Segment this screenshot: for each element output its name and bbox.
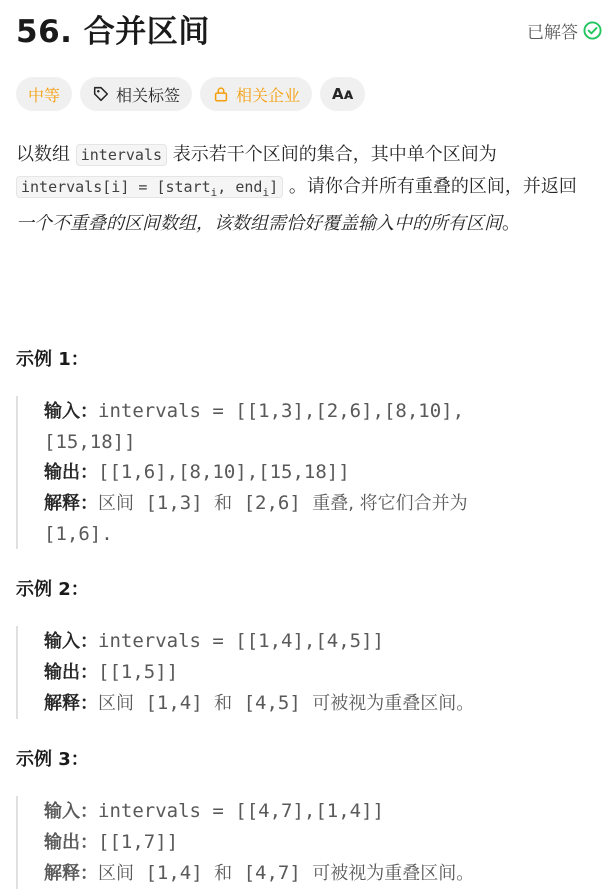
inline-code: intervals[i] = [start$_i$, end$_i$] (16, 176, 283, 198)
output-label: 输出： (44, 462, 98, 483)
output-value: [[1,6],[8,10],[15,18]] (98, 461, 350, 483)
related-tags-button[interactable] (80, 77, 192, 111)
explain-code: [2,6] (243, 492, 301, 514)
output-value: [[1,5]] (98, 661, 179, 683)
explain-text: 可被视为重叠区间。 (312, 693, 475, 714)
example-block (16, 796, 586, 889)
solved-label: 已解答 (527, 23, 578, 43)
problem-description (16, 139, 596, 239)
input-value: intervals = [[4,7],[1,4]] (98, 800, 384, 822)
explain-code: [4,7] (243, 862, 301, 884)
tag-bar (16, 77, 365, 111)
output-value: [[1,7]] (98, 831, 179, 853)
tag-icon (92, 85, 110, 103)
input-value: intervals = [[1,3],[2,6],[8,10], (98, 400, 465, 422)
explain-text: 区间 (98, 493, 134, 514)
desc-text: 。 (502, 213, 520, 234)
translate-icon: Aᴀ (332, 85, 354, 103)
input-value: [15,18]] (44, 431, 136, 453)
difficulty-label: 中等 (28, 85, 61, 105)
problem-title: 56. 合并区间 (16, 14, 210, 50)
explain-label: 解释： (44, 693, 98, 714)
check-circle-icon (583, 21, 602, 40)
explain-text: 重叠, 将它们合并为 (312, 493, 468, 514)
explain-code: [1,3] (145, 492, 203, 514)
related-tags-label: 相关标签 (116, 85, 181, 105)
explain-text: 区间 (98, 693, 134, 714)
related-companies-button[interactable] (200, 77, 312, 111)
inline-code: intervals (76, 144, 167, 166)
related-companies-label: 相关企业 (236, 85, 301, 105)
solved-status (527, 18, 602, 43)
explain-text: 和 (214, 693, 233, 714)
output-label: 输出： (44, 662, 98, 683)
difficulty-badge[interactable] (16, 77, 72, 111)
font-toggle-button[interactable] (320, 77, 365, 111)
example-block (16, 626, 586, 719)
example-title: 示例 1： (16, 349, 89, 370)
explain-code: [1,4] (145, 692, 203, 714)
desc-text: 表示若干个区间的集合，其中单个区间为 (172, 144, 497, 165)
output-label: 输出： (44, 832, 98, 853)
desc-text: 以数组 (16, 144, 70, 165)
explain-label: 解释： (44, 863, 98, 884)
desc-text: 。请你合并所有重叠的区间，并返回 (288, 176, 577, 197)
explain-text: 区间 (98, 863, 134, 884)
example-title: 示例 2： (16, 579, 89, 600)
input-label: 输入： (44, 801, 98, 822)
desc-emphasis: 一个不重叠的区间数组，该数组需恰好覆盖输入中的所有区间 (16, 213, 502, 234)
input-label: 输入： (44, 631, 98, 652)
explain-text: 和 (214, 863, 233, 884)
explain-code: [4,5] (243, 692, 301, 714)
lock-icon (212, 85, 230, 103)
explain-code: [1,4] (145, 862, 203, 884)
explain-label: 解释： (44, 493, 98, 514)
explain-text: 可被视为重叠区间。 (312, 863, 475, 884)
input-value: intervals = [[1,4],[4,5]] (98, 630, 384, 652)
input-label: 输入： (44, 401, 98, 422)
example-block (16, 396, 586, 549)
example-title: 示例 3： (16, 749, 89, 770)
explain-text: 和 (214, 493, 233, 514)
explain-code: [1,6]. (44, 523, 113, 545)
